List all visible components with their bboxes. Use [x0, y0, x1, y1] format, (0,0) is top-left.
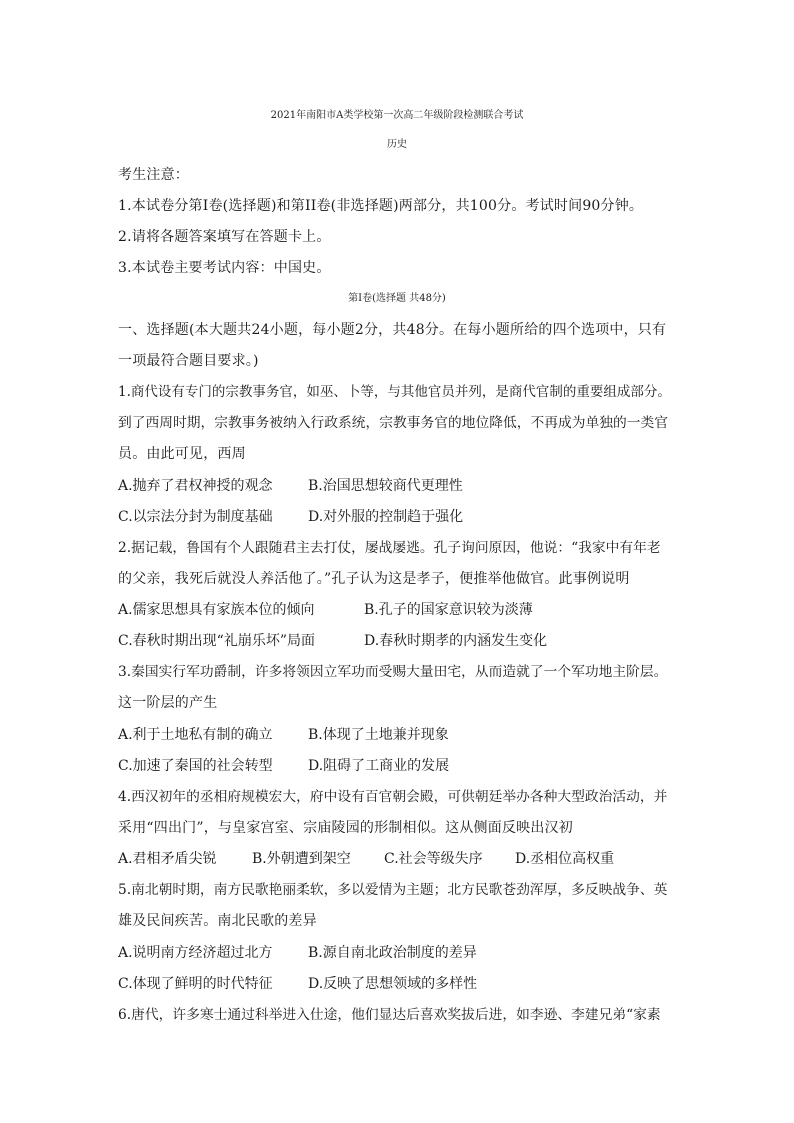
notice-item: 1.本试卷分第I卷(选择题)和第II卷(非选择题)两部分，共100分。考试时间90分钟。: [118, 198, 644, 214]
section-instructions: 一项最符合题目要求。): [118, 353, 259, 369]
question-stem: 员。由此可见，西周: [118, 446, 246, 462]
option-d: D.阻碍了工商业的发展: [308, 758, 450, 774]
option-b: B.源自南北政治制度的差异: [308, 945, 477, 961]
section-instructions: 一、选择题(本大题共24小题，每小题2分，共48分。在每小题所给的四个选项中，只有: [118, 322, 667, 338]
option-d: D.反映了思想领域的多样性: [308, 976, 478, 992]
question-stem: 6.唐代，许多寒士通过科举进入仕途，他们显达后喜欢奖拔后进，如李逊、李建兄弟“家素: [118, 1007, 661, 1023]
question-stem: 1.商代设有专门的宗教事务官，如巫、卜等，与其他官员并列，是商代官制的重要组成部分。: [118, 384, 671, 400]
option-c: C.体现了鲜明的时代特征: [118, 976, 273, 992]
option-a: A.抛弃了君权神授的观念: [118, 478, 273, 494]
question-stem: 5.南北朝时期，南方民歌艳丽柔软，多以爱情为主题；北方民歌苍劲浑厚，多反映战争、英: [118, 882, 668, 898]
notice-heading: 考生注意：: [118, 167, 189, 183]
option-b: B.孔子的国家意识较为淡薄: [364, 602, 533, 618]
option-b: B.治国思想较商代更理性: [308, 478, 463, 494]
option-c: C.以宗法分封为制度基础: [118, 509, 273, 525]
option-d: D.丞相位高权重: [515, 851, 615, 867]
option-b: B.体现了土地兼并现象: [308, 727, 449, 743]
exam-title: 2021年南阳市A类学校第一次高二年级阶段检测联合考试: [270, 110, 524, 121]
option-c: C.春秋时期出现“礼崩乐坏”局面: [118, 633, 315, 649]
notice-item: 2.请将各题答案填写在答题卡上。: [118, 229, 331, 245]
option-c: C.加速了秦国的社会转型: [118, 758, 273, 774]
option-a: A.君相矛盾尖锐: [118, 851, 217, 867]
question-stem: 3.秦国实行军功爵制，许多将领因立军功而受赐大量田宅，从而造就了一个军功地主阶层。: [118, 664, 668, 680]
section-title: 第I卷(选择题 共48分): [348, 293, 446, 304]
question-stem: 4.西汉初年的丞相府规模宏大，府中设有百官朝会殿，可供朝廷举办各种大型政治活动，并: [118, 789, 668, 805]
notice-item: 3.本试卷主要考试内容：中国史。: [118, 260, 331, 276]
option-c: C.社会等级失序: [384, 851, 483, 867]
option-d: D.春秋时期孝的内涵发生变化: [364, 633, 548, 649]
question-stem: 雄及民间疾苦。南北民歌的差异: [118, 913, 317, 929]
option-d: D.对外服的控制趋于强化: [308, 509, 464, 525]
question-stem: 采用“四出门”，与皇家宫室、宗庙陵园的形制相似。这从侧面反映出汉初: [118, 820, 573, 836]
question-stem: 这一阶层的产生: [118, 695, 218, 711]
option-a: A.儒家思想具有家族本位的倾向: [118, 602, 315, 618]
option-b: B.外朝遭到架空: [252, 851, 351, 867]
subject-title: 历史: [387, 139, 407, 150]
option-a: A.利于土地私有制的确立: [118, 727, 273, 743]
question-stem: 到了西周时期，宗教事务被纳入行政系统，宗教事务官的地位降低，不再成为单独的一类官: [118, 415, 669, 431]
question-stem: 的父亲，我死后就没人养活他了。”孔子认为这是孝子，便推举他做官。此事例说明: [118, 571, 630, 587]
option-a: A.说明南方经济超过北方: [118, 945, 273, 961]
question-stem: 2.据记载，鲁国有个人跟随君主去打仗，屡战屡逃。孔子询问原因，他说：“我家中有年老: [118, 540, 661, 556]
